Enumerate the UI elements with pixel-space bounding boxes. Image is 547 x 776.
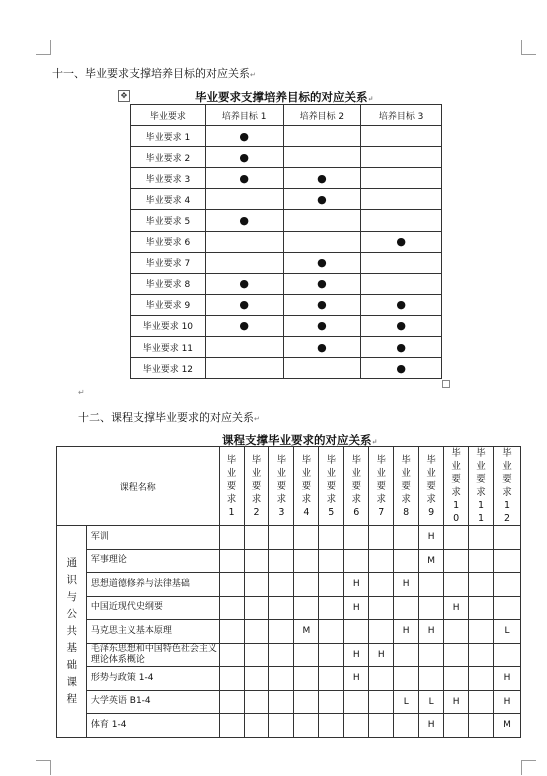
support-level-cell: H (444, 596, 469, 620)
course-name: 思想道德修养与法律基础 (86, 573, 219, 597)
page-corner-mark-top-right (521, 40, 536, 55)
table-row (57, 690, 521, 714)
requirement-header (419, 447, 444, 526)
support-level-cell (494, 643, 521, 667)
table-row (131, 210, 442, 231)
requirement-header-text: 毕业要求10 (451, 448, 461, 524)
support-level-cell: L (419, 690, 444, 714)
support-level-cell (344, 714, 369, 738)
requirement-header-text: 毕业要求2 (251, 454, 262, 518)
table-row (57, 549, 521, 573)
support-cell: ● (205, 168, 283, 189)
support-cell: ● (283, 315, 361, 336)
course-category-text: 通识与公共基础课程 (66, 556, 77, 705)
course-name: 中国近现代史纲要 (86, 596, 219, 620)
requirement-header-text: 毕业要求8 (401, 454, 411, 518)
support-level-cell (444, 573, 469, 597)
support-level-cell (444, 526, 469, 550)
support-cell (205, 231, 283, 252)
support-cell (361, 189, 442, 210)
support-level-cell: H (344, 643, 369, 667)
support-level-cell: H (419, 714, 444, 738)
support-level-cell (294, 549, 319, 573)
support-cell: ● (283, 189, 361, 210)
support-level-cell (219, 620, 244, 644)
table-move-handle-icon[interactable]: ✥ (118, 90, 130, 102)
support-cell: ● (205, 147, 283, 168)
support-cell (205, 358, 283, 379)
support-level-cell (219, 596, 244, 620)
table-row (131, 337, 442, 358)
support-level-cell (294, 714, 319, 738)
support-level-cell (319, 667, 344, 691)
support-level-cell (469, 573, 494, 597)
paragraph-mark-icon: ↵ (371, 437, 378, 446)
course-name-header: 课程名称 (57, 447, 220, 526)
support-level-cell (244, 596, 269, 620)
support-level-cell (394, 549, 419, 573)
requirement-header (369, 447, 394, 526)
support-level-cell: H (344, 667, 369, 691)
support-level-cell (394, 596, 419, 620)
support-level-cell (244, 714, 269, 738)
support-cell (205, 189, 283, 210)
table-row (131, 147, 442, 168)
course-name: 大学英语 B1-4 (86, 690, 219, 714)
support-cell: ● (205, 126, 283, 147)
objectives-table-body (131, 126, 442, 379)
support-cell (361, 273, 442, 294)
support-level-cell (269, 620, 294, 644)
support-cell: ● (205, 315, 283, 336)
header-cell: 培养目标 1 (205, 105, 283, 126)
support-level-cell (269, 643, 294, 667)
support-level-cell (494, 573, 521, 597)
support-level-cell (394, 667, 419, 691)
section-heading-11 (52, 65, 256, 81)
support-cell: ● (205, 273, 283, 294)
support-level-cell (444, 549, 469, 573)
support-cell: ● (361, 315, 442, 336)
requirement-header-text: 毕业要求9 (426, 454, 436, 518)
support-level-cell (219, 714, 244, 738)
table-row (131, 315, 442, 336)
support-level-cell (444, 667, 469, 691)
requirement-header (219, 447, 244, 526)
table-row (57, 667, 521, 691)
header-cell: 培养目标 3 (361, 105, 442, 126)
support-level-cell: L (394, 690, 419, 714)
requirement-label: 毕业要求 11 (131, 337, 206, 358)
support-cell: ● (283, 252, 361, 273)
support-level-cell (319, 620, 344, 644)
course-table-body (57, 526, 521, 738)
page-corner-mark-bottom-right (521, 760, 536, 775)
support-cell: ● (205, 210, 283, 231)
table1-caption-text: 毕业要求支撑培养目标的对应关系 (195, 90, 368, 104)
support-level-cell (469, 526, 494, 550)
course-name: 马克思主义基本原理 (86, 620, 219, 644)
course-support-table (56, 446, 521, 738)
table-resize-handle-icon[interactable] (442, 380, 450, 388)
support-level-cell (394, 526, 419, 550)
requirement-header (344, 447, 369, 526)
paragraph-mark-icon: ↵ (78, 388, 85, 397)
support-level-cell (244, 690, 269, 714)
support-level-cell (269, 573, 294, 597)
section-heading-12-text: 十二、课程支撑毕业要求的对应关系 (78, 411, 254, 424)
support-level-cell (269, 526, 294, 550)
course-name: 军训 (86, 526, 219, 550)
support-level-cell: L (494, 620, 521, 644)
support-level-cell (369, 667, 394, 691)
support-level-cell (469, 620, 494, 644)
requirement-header (294, 447, 319, 526)
objectives-support-table (130, 104, 442, 379)
support-level-cell (219, 573, 244, 597)
support-level-cell (444, 643, 469, 667)
support-cell (283, 147, 361, 168)
table-header-row (57, 447, 521, 526)
support-cell: ● (361, 231, 442, 252)
support-level-cell (269, 690, 294, 714)
support-level-cell: H (419, 620, 444, 644)
support-level-cell (294, 643, 319, 667)
header-cell: 毕业要求 (131, 105, 206, 126)
support-level-cell (294, 526, 319, 550)
support-level-cell (469, 714, 494, 738)
support-cell (205, 337, 283, 358)
table-row (131, 358, 442, 379)
support-level-cell (294, 690, 319, 714)
support-cell: ● (283, 294, 361, 315)
section-heading-11-text: 十一、毕业要求支撑培养目标的对应关系 (52, 67, 250, 80)
table-row (57, 526, 521, 550)
table1-caption (195, 89, 373, 105)
support-level-cell: M (419, 549, 444, 573)
table-row (131, 231, 442, 252)
support-level-cell (244, 573, 269, 597)
table-row (131, 294, 442, 315)
support-level-cell (369, 549, 394, 573)
support-level-cell (244, 643, 269, 667)
support-level-cell (294, 667, 319, 691)
support-level-cell (369, 526, 394, 550)
support-level-cell (394, 714, 419, 738)
requirement-header (494, 447, 521, 526)
support-level-cell: H (419, 526, 444, 550)
support-level-cell (369, 596, 394, 620)
support-cell: ● (361, 358, 442, 379)
requirement-header-text: 毕业要求12 (502, 448, 512, 524)
support-level-cell (244, 620, 269, 644)
support-level-cell (419, 667, 444, 691)
section-heading-12 (78, 409, 260, 425)
support-level-cell (469, 549, 494, 573)
support-level-cell (244, 526, 269, 550)
support-level-cell: H (444, 690, 469, 714)
page-corner-mark-bottom-left (36, 760, 51, 775)
support-level-cell (419, 643, 444, 667)
paragraph-mark-icon: ↵ (254, 415, 260, 423)
support-level-cell (269, 714, 294, 738)
support-cell: ● (283, 168, 361, 189)
support-level-cell (344, 526, 369, 550)
support-level-cell (469, 690, 494, 714)
requirement-header (469, 447, 494, 526)
table-row (131, 168, 442, 189)
requirement-header-text: 毕业要求3 (276, 454, 287, 518)
support-level-cell: H (369, 643, 394, 667)
support-level-cell (219, 526, 244, 550)
support-level-cell (244, 549, 269, 573)
support-level-cell (369, 620, 394, 644)
support-level-cell (319, 714, 344, 738)
paragraph-mark-icon: ↵ (250, 71, 256, 79)
requirement-header-text: 毕业要求11 (476, 448, 486, 524)
support-level-cell (369, 573, 394, 597)
support-cell: ● (283, 337, 361, 358)
support-cell (361, 252, 442, 273)
table-row (57, 620, 521, 644)
support-level-cell: M (494, 714, 521, 738)
requirement-header-text: 毕业要求7 (376, 454, 386, 518)
table-row (131, 252, 442, 273)
support-level-cell (244, 667, 269, 691)
requirement-label: 毕业要求 12 (131, 358, 206, 379)
table-row (131, 126, 442, 147)
support-level-cell (494, 526, 521, 550)
course-category-cell (57, 526, 87, 738)
support-level-cell (469, 667, 494, 691)
requirement-label: 毕业要求 7 (131, 252, 206, 273)
requirement-label: 毕业要求 2 (131, 147, 206, 168)
support-cell (361, 168, 442, 189)
requirement-label: 毕业要求 5 (131, 210, 206, 231)
support-level-cell (269, 596, 294, 620)
support-level-cell (319, 549, 344, 573)
support-cell (205, 252, 283, 273)
support-level-cell (344, 620, 369, 644)
support-level-cell: H (344, 573, 369, 597)
support-level-cell (219, 549, 244, 573)
requirement-header-text: 毕业要求1 (226, 454, 237, 518)
support-level-cell: H (394, 620, 419, 644)
table-row (131, 273, 442, 294)
support-level-cell (269, 549, 294, 573)
support-cell (361, 210, 442, 231)
support-cell: ● (361, 294, 442, 315)
support-cell: ● (205, 294, 283, 315)
paragraph-mark-icon: ↵ (367, 94, 374, 103)
table-row (57, 596, 521, 620)
support-level-cell (369, 714, 394, 738)
support-level-cell (444, 620, 469, 644)
support-level-cell (394, 643, 419, 667)
support-level-cell (419, 596, 444, 620)
support-level-cell (319, 690, 344, 714)
table-row (131, 189, 442, 210)
support-level-cell (219, 667, 244, 691)
support-level-cell (419, 573, 444, 597)
support-cell (283, 358, 361, 379)
table-row (57, 573, 521, 597)
support-cell (283, 210, 361, 231)
support-level-cell: H (494, 690, 521, 714)
requirement-label: 毕业要求 1 (131, 126, 206, 147)
support-level-cell (319, 643, 344, 667)
requirement-label: 毕业要求 10 (131, 315, 206, 336)
requirement-label: 毕业要求 6 (131, 231, 206, 252)
support-level-cell (319, 573, 344, 597)
support-cell (283, 231, 361, 252)
requirement-header (394, 447, 419, 526)
support-level-cell (369, 690, 394, 714)
support-cell (361, 126, 442, 147)
support-level-cell (494, 596, 521, 620)
support-level-cell: H (344, 596, 369, 620)
support-level-cell: M (294, 620, 319, 644)
support-level-cell (444, 714, 469, 738)
support-level-cell: H (494, 667, 521, 691)
requirement-header (269, 447, 294, 526)
support-level-cell (294, 596, 319, 620)
support-cell (283, 126, 361, 147)
support-level-cell: H (394, 573, 419, 597)
requirement-header-text: 毕业要求6 (351, 454, 362, 518)
course-name: 毛泽东思想和中国特色社会主义理论体系概论 (86, 643, 219, 667)
support-level-cell (269, 667, 294, 691)
support-level-cell (469, 643, 494, 667)
requirement-header (319, 447, 344, 526)
support-level-cell (494, 549, 521, 573)
course-name: 体育 1-4 (86, 714, 219, 738)
support-level-cell (319, 526, 344, 550)
course-name: 军事理论 (86, 549, 219, 573)
requirement-header-text: 毕业要求4 (301, 454, 312, 518)
requirement-header (244, 447, 269, 526)
support-cell (361, 147, 442, 168)
support-cell: ● (283, 273, 361, 294)
table2-caption-text: 课程支撑毕业要求的对应关系 (222, 433, 372, 447)
course-name: 形势与政策 1-4 (86, 667, 219, 691)
requirement-header (444, 447, 469, 526)
requirement-label: 毕业要求 4 (131, 189, 206, 210)
requirement-label: 毕业要求 3 (131, 168, 206, 189)
table-row (57, 643, 521, 667)
support-level-cell (219, 643, 244, 667)
support-level-cell (319, 596, 344, 620)
requirement-label: 毕业要求 9 (131, 294, 206, 315)
support-level-cell (469, 596, 494, 620)
header-cell: 培养目标 2 (283, 105, 361, 126)
support-level-cell (294, 573, 319, 597)
page-corner-mark-top-left (36, 40, 51, 55)
support-level-cell (219, 690, 244, 714)
table-row (57, 714, 521, 738)
requirement-header-text: 毕业要求5 (326, 454, 337, 518)
support-level-cell (344, 549, 369, 573)
support-cell: ● (361, 337, 442, 358)
requirement-label: 毕业要求 8 (131, 273, 206, 294)
table-header-row (131, 105, 442, 126)
support-level-cell (344, 690, 369, 714)
